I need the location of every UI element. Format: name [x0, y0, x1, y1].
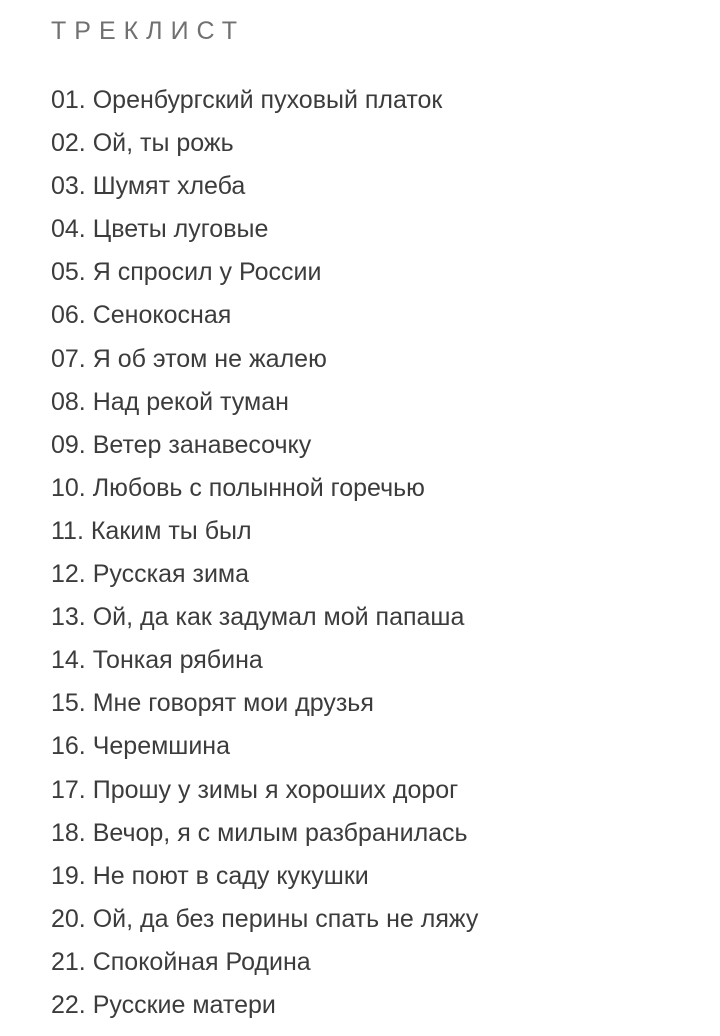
tracklist: [51, 80, 478, 1028]
track-number: 08.: [51, 387, 86, 416]
track-title: Ветер занавесочку: [92, 430, 312, 459]
tracklist-heading: ТРЕКЛИСТ: [51, 17, 246, 45]
track-item: [51, 511, 478, 554]
track-item: [51, 295, 478, 338]
track-title: Тонкая рябина: [92, 646, 263, 675]
track-title: Вечор, я с милым разбранилась: [92, 818, 468, 847]
track-title: Ой, ты рожь: [92, 129, 234, 158]
track-title: Русские матери: [92, 990, 276, 1019]
track-title: Черемшина: [92, 732, 231, 761]
track-item: [51, 339, 478, 382]
track-number: 21.: [51, 947, 86, 976]
track-number: 03.: [51, 172, 86, 201]
track-number: 01.: [51, 86, 86, 114]
track-item: [51, 123, 478, 166]
track-item: [51, 166, 478, 209]
track-title: Я об этом не жалею: [92, 344, 327, 373]
track-title: Цветы луговые: [92, 215, 269, 244]
track-item: [51, 726, 478, 769]
track-title: Оренбургский пуховый платок: [92, 86, 443, 114]
track-title: Русская зима: [92, 560, 250, 589]
track-number: 20.: [51, 904, 86, 933]
track-item: [51, 554, 478, 597]
track-item: [51, 770, 478, 813]
track-number: 04.: [51, 215, 86, 244]
track-item: [51, 856, 478, 899]
track-item: [51, 468, 478, 511]
track-item: [51, 425, 478, 468]
track-title: Спокойная Родина: [92, 947, 311, 976]
track-item: [51, 899, 478, 942]
track-title: Ой, да без перины спать не ляжу: [92, 904, 479, 933]
track-number: 18.: [51, 818, 86, 847]
track-number: 15.: [51, 689, 86, 718]
track-item: [51, 683, 478, 726]
track-number: 11.: [51, 516, 84, 545]
track-title: Любовь с полынной горечью: [92, 473, 425, 502]
track-number: 22.: [51, 990, 86, 1019]
track-number: 09.: [51, 430, 86, 459]
track-number: 14.: [51, 646, 86, 675]
track-title: Я спросил у России: [92, 258, 322, 287]
track-item: [51, 985, 478, 1028]
track-title: Сенокосная: [92, 301, 232, 330]
track-number: 02.: [51, 129, 86, 158]
track-item: [51, 382, 478, 425]
track-title: Ой, да как задумал мой папаша: [92, 603, 465, 632]
track-title: Над рекой туман: [92, 387, 289, 416]
track-number: 17.: [51, 775, 86, 804]
track-title: Не поют в саду кукушки: [92, 861, 369, 890]
track-number: 10.: [51, 473, 86, 502]
track-number: 16.: [51, 732, 86, 761]
track-item: [51, 813, 478, 856]
track-item: [51, 640, 478, 683]
track-item: [51, 252, 478, 295]
track-item: [51, 209, 478, 252]
track-title: Прошу у зимы я хороших дорог: [92, 775, 459, 804]
track-number: 13.: [51, 603, 86, 632]
track-title: Каким ты был: [90, 516, 252, 545]
track-number: 05.: [51, 258, 86, 287]
track-item: [51, 80, 478, 123]
track-item: [51, 942, 478, 985]
track-number: 19.: [51, 861, 86, 890]
track-number: 07.: [51, 344, 86, 373]
track-number: 12.: [51, 560, 86, 589]
track-title: Шумят хлеба: [92, 172, 246, 201]
track-title: Мне говорят мои друзья: [92, 689, 374, 718]
track-item: [51, 597, 478, 640]
track-number: 06.: [51, 301, 86, 330]
